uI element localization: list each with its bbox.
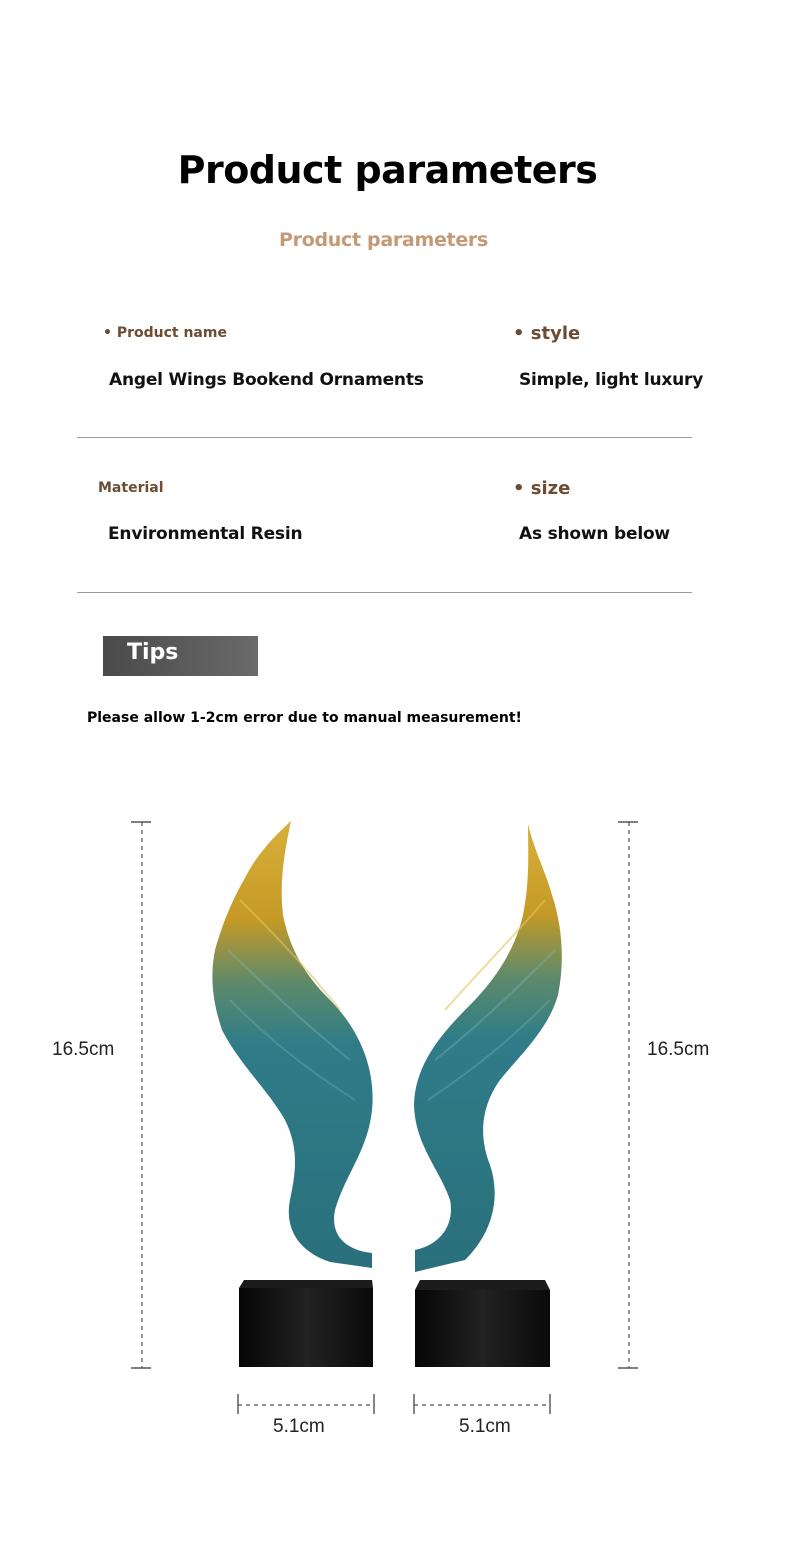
left-height-dimension	[131, 822, 151, 1368]
left-base	[239, 1288, 373, 1367]
left-width-dimension	[238, 1394, 374, 1414]
right-wing-bookend	[414, 824, 562, 1367]
tips-heading: Tips	[127, 640, 179, 665]
size-value: As shown below	[519, 524, 670, 544]
style-label: • style	[513, 323, 581, 344]
right-width-dimension	[414, 1394, 550, 1414]
right-width-label: 5.1cm	[459, 1416, 511, 1437]
bullet-icon: •	[103, 325, 117, 341]
product-name-value: Angel Wings Bookend Ornaments	[109, 370, 424, 390]
measurement-note: Please allow 1-2cm error due to manual measurement!	[87, 710, 522, 726]
left-wing-bookend	[212, 821, 373, 1367]
bullet-icon: •	[513, 323, 531, 344]
right-height-label: 16.5cm	[647, 1039, 710, 1060]
right-base	[415, 1290, 550, 1367]
style-value: Simple, light luxury	[519, 370, 704, 390]
page-title: Product parameters	[177, 148, 598, 192]
page-subtitle: Product parameters	[279, 229, 488, 251]
right-height-dimension	[618, 822, 638, 1368]
material-label: Material	[98, 480, 164, 496]
bullet-icon: •	[513, 478, 531, 499]
material-value: Environmental Resin	[108, 524, 303, 544]
left-height-label: 16.5cm	[52, 1039, 115, 1060]
left-width-label: 5.1cm	[273, 1416, 325, 1437]
size-label: • size	[513, 478, 571, 499]
product-name-label: • Product name	[103, 325, 227, 341]
